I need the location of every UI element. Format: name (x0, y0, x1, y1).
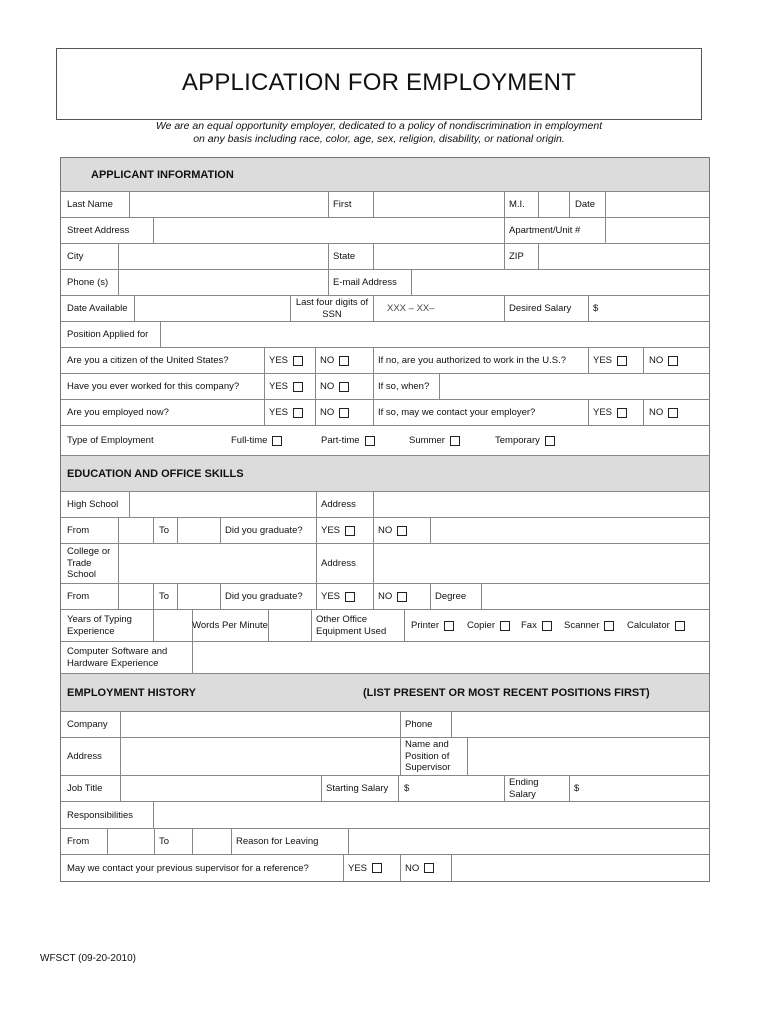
college-graduate-yes-option[interactable] (321, 584, 355, 609)
checkbox[interactable] (617, 408, 627, 418)
row-responsibilities (61, 802, 709, 829)
college-field[interactable] (119, 544, 316, 583)
section-education (61, 456, 709, 492)
to-field[interactable] (178, 518, 220, 543)
middle-initial-field[interactable] (539, 192, 569, 217)
degree-label: Degree (435, 591, 467, 602)
last-name-label: Last Name (67, 199, 113, 210)
when-question: If so, when? (378, 381, 430, 392)
section-note: (LIST PRESENT OR MOST RECENT POSITIONS FIRST) (363, 686, 650, 699)
contact-employer-yes-option[interactable] (593, 400, 627, 425)
reason-for-leaving-field[interactable] (349, 829, 706, 854)
checkbox[interactable] (272, 436, 282, 446)
from-field[interactable] (108, 829, 154, 854)
zip-field[interactable] (539, 244, 706, 269)
employed-yes-option[interactable] (269, 400, 303, 425)
checkbox[interactable] (345, 592, 355, 602)
ssn-label: Last four digits of SSN (295, 297, 369, 320)
to-label: To (159, 591, 170, 602)
yes-label: YES (269, 381, 289, 392)
street-address-field[interactable] (154, 218, 504, 243)
from-field[interactable] (119, 584, 153, 609)
high-school-address-label: Address (321, 499, 356, 510)
graduate-yes-option[interactable] (321, 518, 355, 543)
checkbox[interactable] (293, 408, 303, 418)
software-label: Computer Software and Hardware Experience (67, 646, 168, 669)
date-available-label: Date Available (67, 303, 128, 314)
from-label: From (67, 525, 90, 536)
when-field[interactable] (440, 374, 706, 399)
yes-label: YES (321, 591, 341, 602)
position-label: Position Applied for (67, 329, 149, 340)
reference-no-option[interactable] (405, 855, 434, 881)
row-phone (61, 270, 709, 296)
zip-label: ZIP (509, 251, 524, 262)
printer-label: Printer (411, 620, 439, 631)
responsibilities-label: Responsibilities (67, 809, 134, 821)
row-city (61, 244, 709, 270)
eeo-statement-line-1: We are an equal opportunity employer, dedicated to a policy of nondiscrimination in employment (155, 120, 603, 132)
desired-salary-label: Desired Salary (509, 303, 572, 314)
checkbox[interactable] (450, 436, 460, 446)
temporary-option[interactable] (495, 426, 555, 455)
contact-employer-no-option[interactable] (649, 400, 678, 425)
temporary-label: Temporary (495, 435, 540, 446)
reference-yes-option[interactable] (348, 855, 382, 881)
college-address-label: Address (321, 558, 356, 569)
citizen-no-option[interactable] (320, 348, 349, 373)
row-job-title (61, 776, 709, 802)
row-software (61, 642, 709, 674)
row-employment-type (61, 426, 709, 456)
checkbox[interactable] (500, 621, 510, 631)
worked-before-question: Have you ever worked for this company? (67, 381, 240, 392)
no-label: NO (320, 355, 335, 366)
yes-label: YES (321, 525, 341, 536)
yes-label: YES (269, 407, 289, 418)
row-college-dates (61, 584, 709, 610)
high-school-extra-field[interactable] (431, 518, 706, 543)
to-label: To (159, 836, 170, 847)
desired-salary-field[interactable]: $ (593, 303, 599, 314)
section-heading: EMPLOYMENT HISTORY (67, 686, 196, 699)
office-equipment-label: Other Office Equipment Used (316, 614, 387, 637)
part-time-label: Part-time (321, 435, 360, 446)
degree-field[interactable] (482, 584, 706, 609)
yes-label: YES (593, 355, 613, 366)
checkbox[interactable] (293, 382, 303, 392)
no-label: NO (320, 381, 335, 392)
job-title-label: Job Title (67, 783, 103, 794)
checkbox[interactable] (617, 356, 627, 366)
typing-experience-label: Years of Typing Experience (67, 614, 132, 637)
section-heading: APPLICANT INFORMATION (91, 168, 234, 181)
no-label: NO (649, 407, 664, 418)
graduate-no-option[interactable] (378, 518, 407, 543)
section-applicant-information (61, 158, 709, 192)
graduate-question: Did you graduate? (225, 591, 303, 602)
words-per-minute-field[interactable] (269, 610, 311, 641)
first-name-label: First (333, 199, 352, 210)
authorized-yes-option[interactable] (593, 348, 627, 373)
supervisor-field[interactable] (468, 738, 706, 775)
starting-salary-label: Starting Salary (326, 783, 389, 794)
responsibilities-field[interactable] (154, 802, 706, 828)
checkbox[interactable] (339, 382, 349, 392)
email-field[interactable] (412, 270, 706, 295)
from-label: From (67, 591, 90, 602)
form-code: WFSCT (09-20-2010) (40, 953, 136, 964)
apartment-label: Apartment/Unit # (509, 225, 581, 236)
section-employment-history (61, 674, 709, 712)
row-company (61, 712, 709, 738)
row-high-school-dates (61, 518, 709, 544)
supervisor-label: Name and Position of Supervisor (405, 739, 451, 774)
page-title: APPLICATION FOR EMPLOYMENT (181, 69, 577, 96)
phone-field[interactable] (119, 270, 328, 295)
row-reference (61, 855, 709, 881)
worked-no-option[interactable] (320, 374, 349, 399)
calculator-label: Calculator (627, 620, 670, 631)
typing-experience-field[interactable] (154, 610, 192, 641)
scanner-option[interactable] (564, 610, 614, 641)
city-label: City (67, 251, 84, 262)
reference-extra-field[interactable] (452, 855, 706, 881)
to-field[interactable] (178, 584, 220, 609)
checkbox[interactable] (444, 621, 454, 631)
date-field[interactable] (606, 192, 706, 217)
citizen-yes-option[interactable] (269, 348, 303, 373)
worked-yes-option[interactable] (269, 374, 303, 399)
company-label: Company (67, 719, 108, 730)
checkbox[interactable] (339, 356, 349, 366)
application-form (60, 157, 710, 882)
row-street (61, 218, 709, 244)
checkbox[interactable] (372, 863, 382, 873)
ending-salary-label: Ending Salary (509, 777, 539, 800)
words-per-minute-label: Words Per Minute (192, 619, 268, 631)
checkbox[interactable] (345, 526, 355, 536)
full-time-option[interactable] (231, 426, 282, 455)
college-label: College or Trade School (67, 546, 111, 581)
no-label: NO (405, 862, 420, 874)
checkbox[interactable] (542, 621, 552, 631)
scanner-label: Scanner (564, 620, 600, 631)
date-label: Date (575, 199, 596, 210)
reason-for-leaving-label: Reason for Leaving (236, 836, 319, 847)
title-box (56, 48, 702, 120)
checkbox[interactable] (339, 408, 349, 418)
no-label: NO (649, 355, 664, 366)
contact-employer-question: If so, may we contact your employer? (378, 407, 536, 418)
company-field[interactable] (121, 712, 400, 737)
checkbox[interactable] (545, 436, 555, 446)
checkbox[interactable] (668, 408, 678, 418)
row-name (61, 192, 709, 218)
checkbox[interactable] (668, 356, 678, 366)
yes-label: YES (269, 355, 289, 366)
row-employment-dates (61, 829, 709, 855)
part-time-option[interactable] (321, 426, 375, 455)
section-heading: EDUCATION AND OFFICE SKILLS (67, 467, 244, 480)
row-availability (61, 296, 709, 322)
checkbox[interactable] (293, 356, 303, 366)
printer-option[interactable] (411, 610, 454, 641)
employed-now-question: Are you employed now? (67, 407, 169, 418)
first-name-field[interactable] (374, 192, 504, 217)
calculator-option[interactable] (627, 610, 685, 641)
summer-label: Summer (409, 435, 445, 446)
checkbox[interactable] (365, 436, 375, 446)
citizen-question: Are you a citizen of the United States? (67, 355, 229, 366)
no-label: NO (378, 591, 393, 602)
copier-label: Copier (467, 620, 495, 631)
date-available-field[interactable] (135, 296, 290, 321)
row-worked-before (61, 374, 709, 400)
college-address-field[interactable] (374, 544, 706, 583)
high-school-address-field[interactable] (374, 492, 706, 517)
checkbox[interactable] (604, 621, 614, 631)
row-employed-now (61, 400, 709, 426)
high-school-label: High School (67, 499, 119, 510)
company-address-field[interactable] (121, 738, 400, 775)
starting-salary-field[interactable]: $ (404, 783, 410, 794)
to-field[interactable] (193, 829, 231, 854)
ending-salary-field[interactable]: $ (574, 783, 580, 794)
to-label: To (159, 525, 170, 536)
authorized-no-option[interactable] (649, 348, 678, 373)
phone-label: Phone (s) (67, 277, 109, 288)
checkbox[interactable] (397, 526, 407, 536)
row-high-school (61, 492, 709, 518)
row-company-address (61, 738, 709, 776)
apartment-field[interactable] (606, 218, 706, 243)
yes-label: YES (348, 862, 368, 874)
from-label: From (67, 836, 90, 847)
city-field[interactable] (119, 244, 328, 269)
full-time-label: Full-time (231, 435, 268, 446)
summer-option[interactable] (409, 426, 460, 455)
state-label: State (333, 251, 356, 262)
fax-option[interactable] (521, 610, 552, 641)
graduate-question: Did you graduate? (225, 525, 303, 536)
street-address-label: Street Address (67, 225, 130, 236)
checkbox[interactable] (675, 621, 685, 631)
yes-label: YES (593, 407, 613, 418)
checkbox[interactable] (397, 592, 407, 602)
row-college (61, 544, 709, 584)
middle-initial-label: M.I. (509, 199, 525, 210)
last-name-field[interactable] (130, 192, 328, 217)
eeo-statement-line-2: on any basis including race, color, age, sex, religion, disability, or national origin. (193, 133, 565, 145)
state-field[interactable] (374, 244, 504, 269)
row-position (61, 322, 709, 348)
from-field[interactable] (119, 518, 153, 543)
no-label: NO (378, 525, 393, 536)
college-graduate-no-option[interactable] (378, 584, 407, 609)
company-phone-label: Phone (405, 719, 433, 730)
copier-option[interactable] (467, 610, 510, 641)
employed-no-option[interactable] (320, 400, 349, 425)
ssn-field[interactable]: XXX – XX– (387, 303, 435, 314)
high-school-field[interactable] (130, 492, 316, 517)
software-field[interactable] (193, 642, 706, 673)
position-field[interactable] (161, 322, 706, 347)
checkbox[interactable] (424, 863, 434, 873)
fax-label: Fax (521, 620, 537, 631)
email-label: E-mail Address (333, 277, 397, 288)
row-office-skills (61, 610, 709, 642)
company-address-label: Address (67, 751, 102, 762)
reference-question: May we contact your previous supervisor for a reference? (67, 862, 309, 874)
company-phone-field[interactable] (452, 712, 706, 737)
row-citizen (61, 348, 709, 374)
job-title-field[interactable] (121, 776, 321, 801)
employment-type-label: Type of Employment (67, 435, 154, 446)
no-label: NO (320, 407, 335, 418)
authorized-question: If no, are you authorized to work in the U.S.? (378, 355, 566, 366)
